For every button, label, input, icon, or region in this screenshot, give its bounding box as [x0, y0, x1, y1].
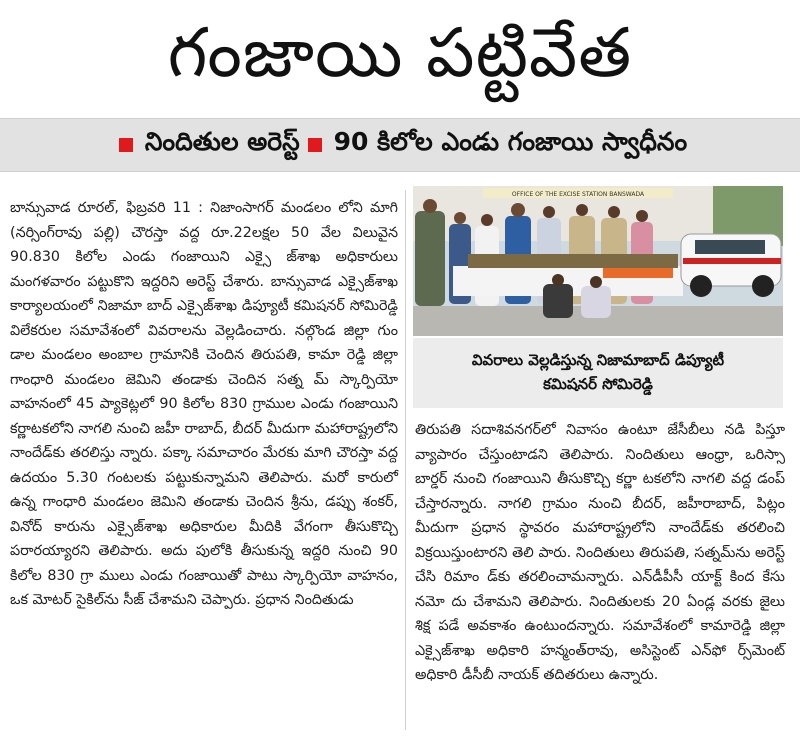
subheadline: [0, 119, 800, 171]
subheadline-part1: నిందితుల అరెస్ట్: [144, 127, 300, 156]
caption-line-1: వివరాలు వెల్లడిస్తున్న నిజామాబాద్ డిప్యూటీ: [471, 351, 725, 369]
caption-line-2: కమిషనర్ సోమిరెడ్డి: [543, 375, 653, 393]
red-square-bullet-icon: [308, 138, 322, 152]
subheadline-band: [0, 118, 800, 172]
photo-caption: [413, 338, 783, 408]
column-divider: [405, 190, 406, 730]
article-left-column: [10, 196, 398, 613]
subheadline-part2: 90 కిలోల ఎండు గంజాయి స్వాధీనం: [333, 127, 688, 156]
news-photo: [413, 186, 783, 336]
headline: గంజాయి పట్టివేత: [167, 14, 633, 93]
red-square-bullet-icon: [119, 138, 133, 152]
article-right-column: [415, 418, 785, 688]
article-left-text: బాన్సువాడ రూరల్, ఫిబ్రవరి 11 : నిజాంసాగర్ మండలం లోని మాగి (నర్సింగ్‌రావు పల్లి) చౌరస్తా వద్ద రూ.22లక్షల 50 వేల విలువైన 90.830 కిలోల ఎండు గంజాయిని ఎక్సై జ్‌శాఖ అధికారులు మంగళవారం పట్టుకొని ఇద్దరిని అరెస్ట్ చేశారు. బాన్సువాడ ఎక్సైజ్‌శాఖ కార్యాలయంలో నిజామా బాద్ ఎక్సైజ్‌శాఖ డిప్యూటీ కమిషనర్ సోమిరెడ్డి విలేకరుల సమావేశంలో వివరాలను వెల్లడించారు. నల్గొండ జిల్లా గుం డాల మండలం అంబాల గ్రామానికి చెందిన తిరుపతి, కామా రెడ్డి జిల్లా గాంధారి మండలం జెమిని తండాకు చెందిన సత్న మ్ స్కార్పియో వాహనంలో 45 ప్యాకెట్లలో 90 కిలోల 830 గ్రాముల ఎండు గంజాయిని కర్ణాటకలోని నాగలి నుంచి జహీ రాబాద్, బీదర్ మీదుగా మహారాష్ట్రలోని నాందేడ్‌కు తరలిస్తు న్నారు. పక్కా సమాచారం మేరకు మాగి చౌరస్తా వద్ద ఉదయం 5.30 గంటలకు పట్టుకున్నామని తెలిపారు. మరో కారులో ఉన్న గాంధారి మండలం జెమిని తండాకు చెందిన శ్రీను, డప్పు శంకర్, వినోద్ కారును ఎక్సైజ్‌శాఖ అధికారుల మీదికి వేగంగా తీసుకొచ్చి పరారయ్యారని తెలిపారు. అదు పులోకి తీసుకున్న ఇద్దరి నుంచి 90 కిలోల 830 గ్రా ములు ఎండు గంజాయితో పాటు స్కార్పియో వాహనం, ఒక మోటర్ సైకిల్‌ను సీజ్ చేశామని చెప్పారు. ప్రధాన నిందితుడు: [10, 200, 398, 608]
office-banner-text: OFFICE OF THE EXCISE STATION BANSWADA: [511, 191, 645, 198]
article-right-text: తిరుపతి సదాశివనగర్‌లో నివాసం ఉంటూ జేసీబీలు నడి పిస్తూ వ్యాపారం చేస్తుంటాడని తెలిపారు. నిందితులు ఆంధ్రా, ఒరిస్సా బార్డర్ నుంచి గంజాయిని తీసుకొచ్చి కర్ణా టకలోని నాగలి వద్ద డంప్ చేస్తారన్నారు. నాగలి గ్రామం నుంచి బీదర్, జహీరాబాద్, పిట్లం మీదుగా ప్రధాన స్థావరం మహారాష్ట్రలోని నాందేడ్‌కు తరలించి విక్రయిస్తుంటారని తెలి పారు. నిందితులు తిరుపతి, సత్నమ్‌ను అరెస్ట్ చేసి రిమాం డ్‌కు తరలించామన్నారు. ఎన్‌డీపీసీ యాక్ట్ కింద కేసు నమో దు చేశామని తెలిపారు. నిందితులకు 20 ఏండ్ల వరకు జైలు శిక్ష పడే అవకాశం ఉంటుందన్నారు. సమావేశంలో కామారెడ్డి జిల్లా ఎక్సైజ్‌శాఖ అధికారి హన్మంత్‌రావు, అసిస్టెంట్ ఎన్‌ఫో ర్స్‌మెంట్ అధికారి డీసీబీ నాయక్ తదితరులు ఉన్నారు.: [415, 422, 785, 683]
